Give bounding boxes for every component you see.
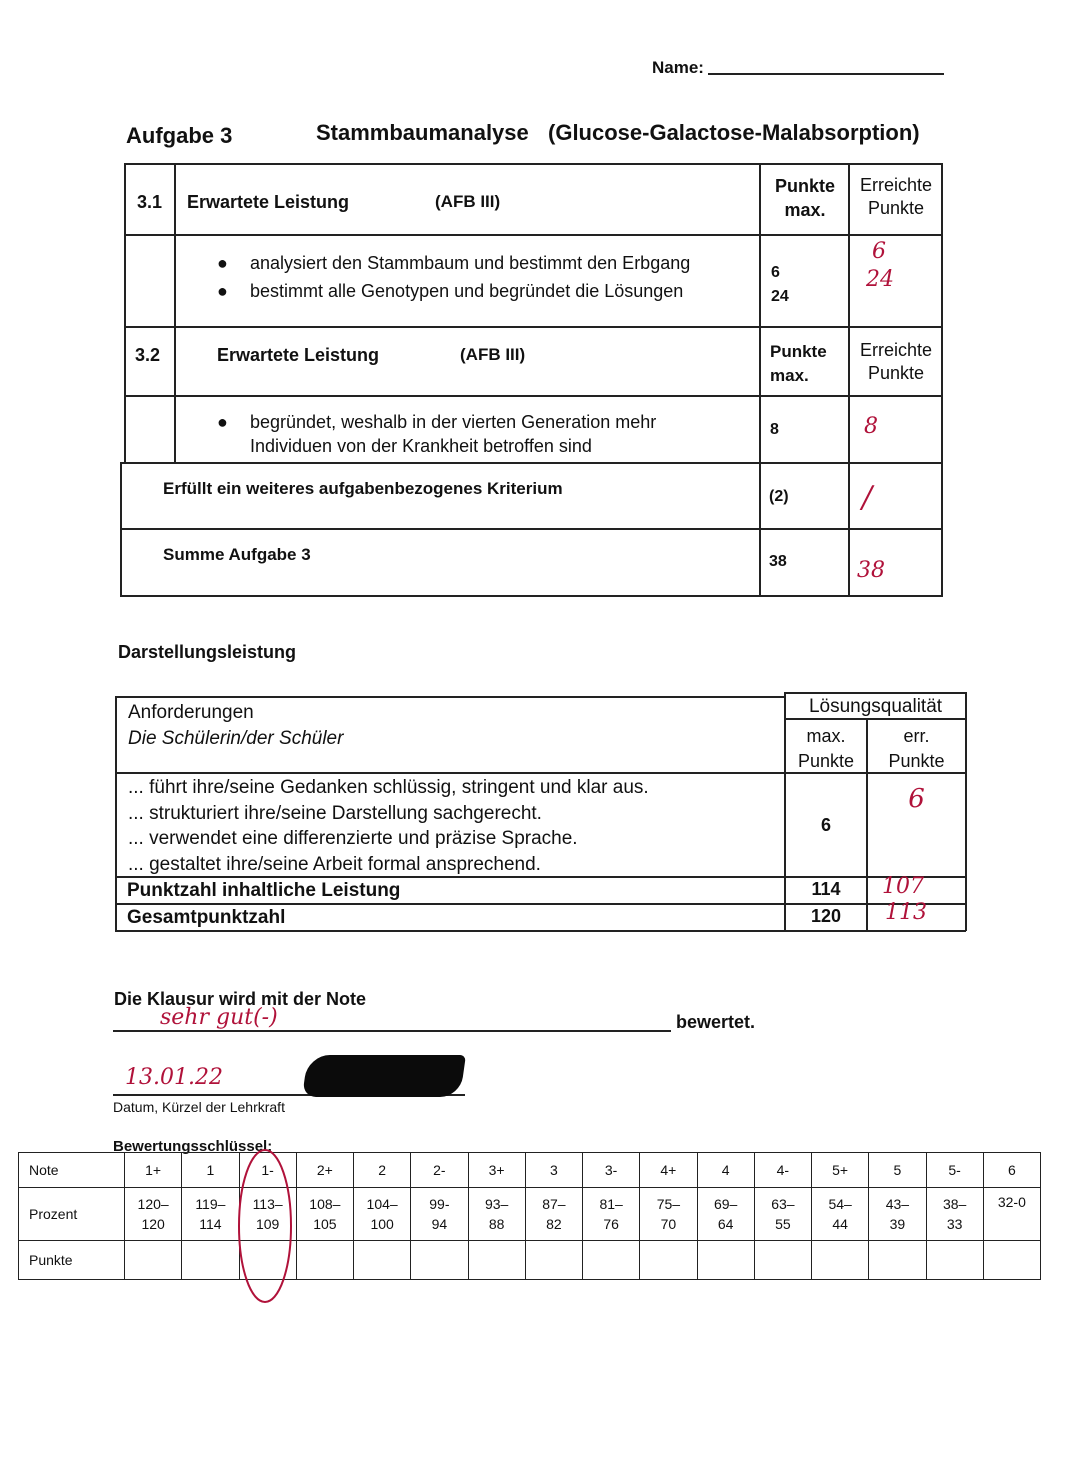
percent-cell: 32-0	[983, 1188, 1040, 1241]
percent-cell: 69– 64	[697, 1188, 754, 1241]
section-3-2-title: Erwartete Leistung	[217, 345, 380, 365]
section-3-2-afb: (AFB III)	[460, 345, 526, 364]
percent-cell: 99- 94	[411, 1188, 468, 1241]
grade-cell: 3+	[468, 1153, 525, 1188]
achieved-points-header-2: Erreichte Punkte	[859, 340, 933, 383]
grade-cell: 4	[697, 1153, 754, 1188]
total-achieved[interactable]: 113	[885, 900, 927, 925]
grade-suffix: bewertet.	[676, 1012, 756, 1032]
section-3-2-max: 8	[770, 421, 779, 438]
list-item: ... strukturiert ihre/seine Darstellung sachgerecht.	[128, 802, 542, 824]
percent-cell: 43– 39	[869, 1188, 926, 1241]
extra-criterion-achieved[interactable]: /	[862, 480, 873, 515]
date-handwritten[interactable]: 13.01.22	[125, 1065, 223, 1090]
grade-circle-mark	[230, 1148, 300, 1308]
max-points-header: Punkte max.	[774, 176, 835, 220]
grade-cell: 1-	[239, 1153, 296, 1188]
row-label-punkte: Punkte	[19, 1241, 125, 1280]
grading-key-table	[18, 1152, 1041, 1280]
task-label: Aufgabe 3	[126, 123, 233, 148]
criteria-max: 6	[820, 815, 831, 835]
section-3-2-bullets: ● begründet, weshalb in der vierten Generation mehr Individuen von der Krankheit betroffen sind	[217, 412, 657, 456]
quality-err-header: err. Punkte	[888, 726, 945, 771]
percent-cell: 119– 114	[182, 1188, 239, 1241]
content-points-max: 114	[811, 879, 841, 899]
points-cell[interactable]	[125, 1241, 182, 1280]
section-3-1-number: 3.1	[137, 192, 163, 212]
name-line[interactable]	[708, 73, 944, 75]
points-cell[interactable]	[468, 1241, 525, 1280]
presentation-heading: Darstellungsleistung	[118, 642, 297, 662]
achieved-points-header: Erreichte Punkte	[859, 175, 933, 218]
grade-cell: 1+	[125, 1153, 182, 1188]
list-item: ● bestimmt alle Genotypen und begründet die Lösungen	[217, 281, 684, 301]
percent-cell: 93– 88	[468, 1188, 525, 1241]
grade-cell: 5-	[926, 1153, 983, 1188]
date-label: Datum, Kürzel der Lehrkraft	[113, 1099, 285, 1115]
percent-cell: 108– 105	[296, 1188, 353, 1241]
percent-cell: 75– 70	[640, 1188, 697, 1241]
percent-cell: 87– 82	[525, 1188, 582, 1241]
section-3-2-achieved[interactable]: 8	[864, 414, 878, 439]
extra-criterion-max: (2)	[769, 488, 789, 505]
points-cell[interactable]	[812, 1241, 869, 1280]
quality-max-header: max. Punkte	[797, 726, 855, 771]
points-cell[interactable]	[640, 1241, 697, 1280]
points-cell[interactable]	[525, 1241, 582, 1280]
list-item: ... gestaltet ihre/seine Arbeit formal ansprechend.	[128, 853, 541, 875]
section-3-1-title: Erwartete Leistung	[187, 192, 350, 212]
sum-max: 38	[769, 553, 787, 570]
grade-cell: 2	[354, 1153, 411, 1188]
grade-cell: 2+	[296, 1153, 353, 1188]
grade-cell: 5+	[812, 1153, 869, 1188]
percent-cell: 113– 109	[239, 1188, 296, 1241]
percent-cell: 54– 44	[812, 1188, 869, 1241]
grade-intro: Die Klausur wird mit der Note	[114, 989, 367, 1009]
handwritten-grade[interactable]: sehr gut(-)	[160, 1005, 278, 1030]
points-cell[interactable]	[754, 1241, 811, 1280]
section-3-2-number: 3.2	[135, 345, 161, 365]
grade-cell: 2-	[411, 1153, 468, 1188]
content-points-achieved[interactable]: 107	[882, 874, 924, 899]
quality-label: Lösungsqualität	[808, 696, 943, 717]
extra-criterion-label: Erfüllt ein weiteres aufgabenbezogenes Kriterium	[163, 479, 563, 498]
requirements-header: Anforderungen Die Schülerin/der Schüler	[128, 702, 344, 749]
percent-cell: 38– 33	[926, 1188, 983, 1241]
row-label-prozent: Prozent	[19, 1188, 125, 1241]
grading-key-title: Bewertungsschlüssel:	[113, 1138, 273, 1155]
criteria-list	[128, 775, 649, 877]
percent-cell: 63– 55	[754, 1188, 811, 1241]
list-item: ... führt ihre/seine Gedanken schlüssig, stringent und klar aus.	[128, 777, 649, 798]
row-label-note: Note	[19, 1153, 125, 1188]
points-cell[interactable]	[983, 1241, 1040, 1280]
points-cell[interactable]	[583, 1241, 640, 1280]
section-3-1-max: 6 24	[771, 264, 789, 305]
list-item: ● begründet, weshalb in der vierten Generation mehr	[217, 412, 657, 432]
points-cell[interactable]	[926, 1241, 983, 1280]
max-points-header-2: Punkte max.	[770, 342, 827, 385]
section-3-1-bullets	[217, 249, 690, 305]
list-item: ... verwendet eine differenzierte und präzise Sprache.	[128, 828, 578, 849]
total-max: 120	[810, 906, 842, 926]
points-cell[interactable]	[411, 1241, 468, 1280]
grade-cell: 3-	[583, 1153, 640, 1188]
list-item: ● analysiert den Stammbaum und bestimmt den Erbgang	[217, 253, 691, 273]
criteria-achieved[interactable]: 6	[908, 784, 925, 814]
percent-cell: 120– 120	[125, 1188, 182, 1241]
task-title: Stammbaumanalyse	[316, 120, 529, 145]
name-label: Name:	[652, 58, 704, 77]
sum-label: Summe Aufgabe 3	[163, 545, 311, 564]
signature-redaction	[302, 1055, 466, 1097]
grade-cell: 5	[869, 1153, 926, 1188]
percent-cell: 104– 100	[354, 1188, 411, 1241]
grade-cell: 3	[525, 1153, 582, 1188]
total-label: Gesamtpunktzahl	[127, 907, 286, 928]
points-cell[interactable]	[697, 1241, 754, 1280]
content-points-label: Punktzahl inhaltliche Leistung	[127, 880, 401, 901]
section-3-1-afb: (AFB III)	[435, 192, 501, 211]
points-cell[interactable]	[296, 1241, 353, 1280]
grade-cell: 1	[182, 1153, 239, 1188]
points-cell[interactable]	[869, 1241, 926, 1280]
grade-cell: 4+	[640, 1153, 697, 1188]
grade-cell: 4-	[754, 1153, 811, 1188]
task-subtitle: (Glucose-Galactose-Malabsorption)	[548, 120, 920, 145]
points-cell[interactable]	[354, 1241, 411, 1280]
percent-cell: 81– 76	[583, 1188, 640, 1241]
section-3-1-achieved[interactable]: 6 24	[866, 239, 894, 292]
grade-cell: 6	[983, 1153, 1040, 1188]
sum-achieved[interactable]: 38	[857, 558, 885, 583]
